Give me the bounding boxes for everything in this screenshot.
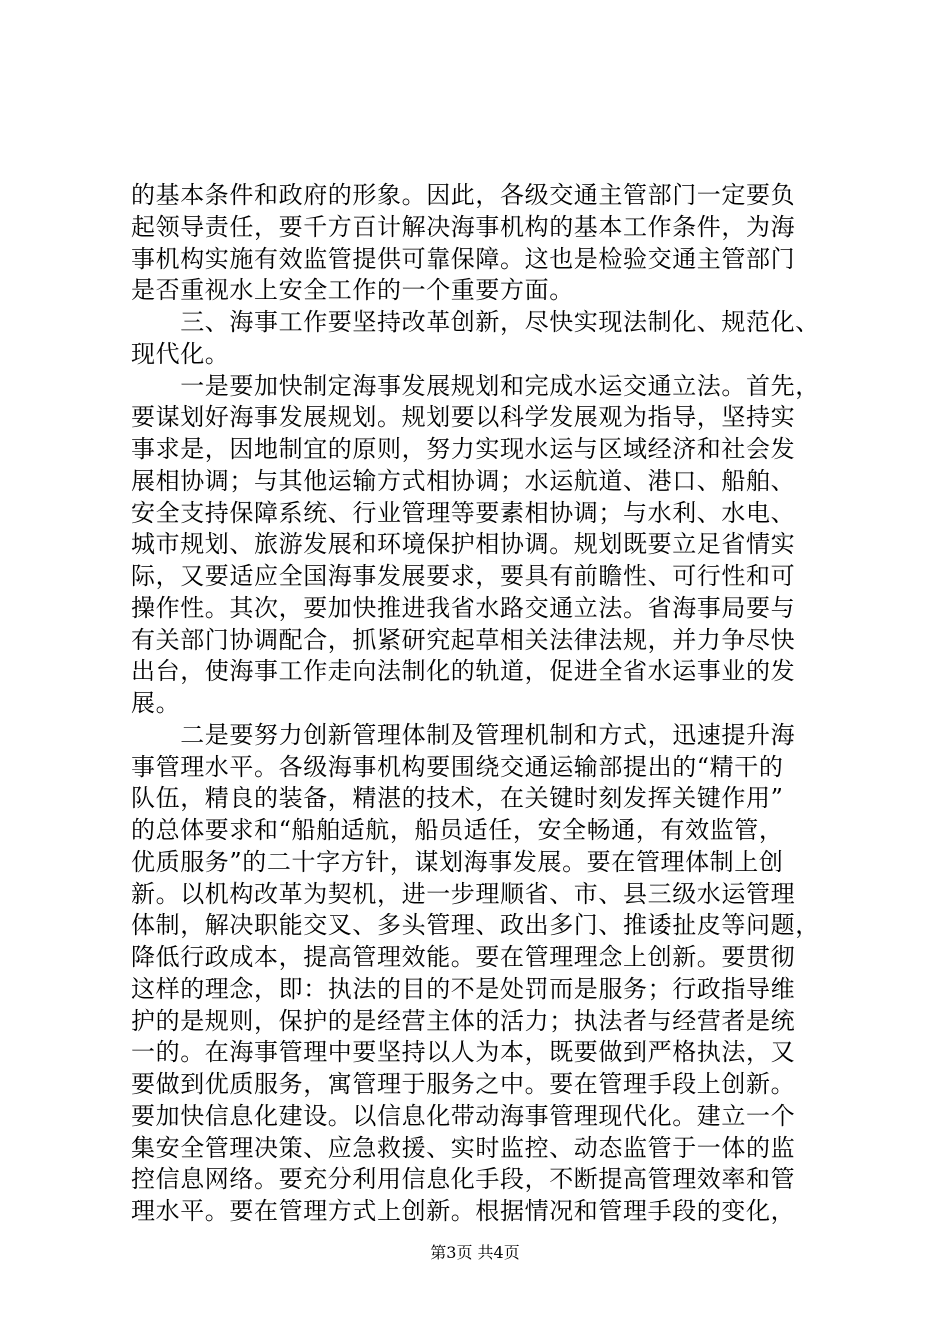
text-line: 要加快信息化建设。以信息化带动海事管理现代化。建立一个 bbox=[131, 1101, 796, 1130]
text-line: 展相协调；与其他运输方式相协调；水运航道、港口、船舶、 bbox=[131, 466, 796, 495]
text-line: 操作性。其次，要加快推进我省水路交通立法。省海事局要与 bbox=[131, 593, 796, 622]
text-line: 是否重视水上安全工作的一个重要方面。 bbox=[131, 276, 574, 305]
text-line: 集安全管理决策、应急救援、实时监控、动态监管于一体的监 bbox=[131, 1133, 796, 1162]
text-line: 事管理水平。各级海事机构要围绕交通运输部提出的“精干的 bbox=[131, 752, 784, 781]
text-line: 要谋划好海事发展规划。规划要以科学发展观为指导，坚持实 bbox=[131, 403, 796, 432]
text-line: 安全支持保障系统、行业管理等要素相协调；与水利、水电、 bbox=[131, 498, 796, 527]
text-line: 要做到优质服务，寓管理于服务之中。要在管理手段上创新。 bbox=[131, 1070, 796, 1098]
text-line: 出台，使海事工作走向法制化的轨道，促进全省水运事业的发 bbox=[131, 657, 796, 686]
text-line: 控信息网络。要充分利用信息化手段，不断提高管理效率和管 bbox=[131, 1165, 796, 1194]
text-line: 的总体要求和“船舶适航，船员适任，安全畅通，有效监管， bbox=[131, 816, 784, 844]
text-line: 现代化。 bbox=[131, 339, 230, 368]
text-line: 护的是规则，保护的是经营主体的活力；执法者与经营者是统 bbox=[131, 1006, 796, 1035]
text-line: 优质服务”的二十字方针，谋划海事发展。要在管理体制上创 bbox=[131, 847, 784, 876]
text-line: 三、海事工作要坚持改革创新，尽快实现法制化、规范化、 bbox=[131, 308, 820, 336]
text-line: 一的。在海事管理中要坚持以人为本，既要做到严格执法，又 bbox=[131, 1038, 796, 1067]
text-line: 事机构实施有效监管提供可靠保障。这也是检验交通主管部门 bbox=[131, 244, 796, 273]
text-line: 队伍，精良的装备，精湛的技术，在关键时刻发挥关键作用” bbox=[131, 784, 784, 813]
text-line: 际，又要适应全国海事发展要求，要具有前瞻性、可行性和可 bbox=[131, 562, 796, 590]
text-line: 一是要加快制定海事发展规划和完成水运交通立法。首先， bbox=[131, 371, 820, 400]
text-line: 展。 bbox=[131, 689, 181, 717]
text-line: 体制，解决职能交叉、多头管理、政出多门、推诿扯皮等问题， bbox=[131, 911, 820, 940]
text-line: 城市规划、旅游发展和环境保护相协调。规划既要立足省情实 bbox=[131, 530, 796, 559]
text-line: 有关部门协调配合，抓紧研究起草相关法律法规，并力争尽快 bbox=[131, 625, 796, 654]
page-number: 第3页 共4页 bbox=[430, 1243, 520, 1262]
document-body bbox=[131, 180, 831, 1228]
text-line: 起领导责任，要千方百计解决海事机构的基本工作条件，为海 bbox=[131, 212, 796, 241]
text-line: 理水平。要在管理方式上创新。根据情况和管理手段的变化， bbox=[131, 1197, 796, 1225]
text-line: 的基本条件和政府的形象。因此，各级交通主管部门一定要负 bbox=[131, 181, 796, 209]
text-line: 新。以机构改革为契机，进一步理顺省、市、县三级水运管理 bbox=[131, 879, 796, 908]
text-line: 这样的理念，即：执法的目的不是处罚而是服务；行政指导维 bbox=[131, 974, 796, 1003]
text-line: 二是要努力创新管理体制及管理机制和方式，迅速提升海 bbox=[131, 720, 796, 749]
text-line: 降低行政成本，提高管理效能。要在管理理念上创新。要贯彻 bbox=[131, 943, 796, 971]
text-line: 事求是，因地制宜的原则，努力实现水运与区域经济和社会发 bbox=[131, 435, 796, 463]
page-footer bbox=[0, 1242, 950, 1264]
